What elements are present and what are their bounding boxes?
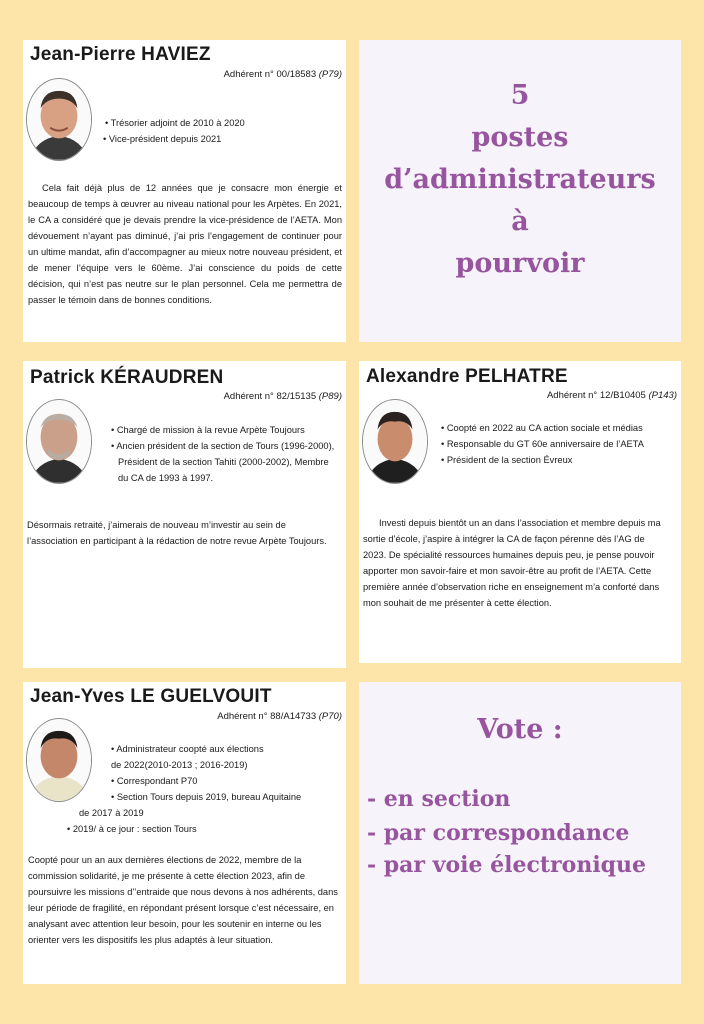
candidate-card-pelhatre	[359, 361, 681, 663]
posts-line: pourvoir	[455, 248, 585, 279]
vote-box	[359, 682, 681, 984]
role-item: • Vice-président depuis 2021	[103, 131, 245, 147]
posts-count: 5	[510, 80, 530, 111]
candidate-name: Jean-Pierre HAVIEZ	[30, 44, 211, 65]
role-item: de 2017 à 2019	[79, 808, 144, 818]
candidate-photo	[26, 78, 92, 161]
role-item: • Administrateur coopté aux élections	[111, 744, 264, 754]
roles-list	[111, 422, 336, 486]
candidate-photo	[362, 399, 428, 484]
role-item: • Chargé de mission à la revue Arpète Toujours	[111, 422, 336, 438]
candidate-card-le-guelvouit	[23, 682, 346, 984]
role-item: • Responsable du GT 60e anniversaire de l’AETA	[441, 436, 644, 452]
posts-line: postes	[471, 122, 569, 153]
posts-line: à	[511, 206, 529, 237]
vote-option: - en section	[367, 786, 511, 812]
posts-announcement	[359, 40, 681, 342]
roles-list	[105, 115, 245, 147]
candidate-statement: Investi depuis bientôt un an dans l’association et membre depuis ma sortie d’école, j’aspire à intégrer la CA de façon pérenne dès l’AG de 2023. De spécialité ressources humaines depuis peu, je pense pouvoir apporter mon savoir-faire et mon savoir-être au profit de l’AETA. Cette première année d’observation riche en enseignement m’a conforté dans mon souhait de me présenter à cette élection.	[363, 518, 661, 608]
roles-list	[23, 741, 343, 837]
role-item: de 2022(2010-2013 ; 2016-2019)	[111, 760, 248, 770]
role-item: • Président de la section Évreux	[441, 452, 644, 468]
role-item: • Ancien président de la section de Tours (1996-2000), Président de la section Tahiti (2000-2002), Membre du CA de 1993 à 1997.	[111, 438, 336, 486]
candidate-statement: Coopté pour un an aux dernières élections de 2022, membre de la commission solidarité, je me présente à cette élection 2023, afin de poursuivre les missions d’’entraide que nous devons à nos adhérents, dans leur période de fragilité, en répondant présent lorsque c’est nécessaire, en analysant avec attention leur besoin, pour les soutenir en interne ou les orienter vers les dispositifs les plus adaptés à leur situation.	[28, 855, 338, 945]
vote-option: - par correspondance	[367, 820, 630, 846]
candidate-name: Patrick KÉRAUDREN	[30, 367, 224, 388]
vote-title: Vote :	[477, 714, 563, 745]
role-item: • 2019/ à ce jour : section Tours	[67, 824, 197, 834]
candidate-statement: Désormais retraité, j’aimerais de nouveau m’investir au sein de l’association en participant à la rédaction de notre revue Arpète Toujours.	[27, 520, 327, 546]
candidate-card-haviez	[23, 40, 346, 342]
role-item: • Section Tours depuis 2019, bureau Aquitaine	[111, 792, 302, 802]
vote-option: - par voie électronique	[367, 852, 647, 878]
role-item: • Coopté en 2022 au CA action sociale et médias	[441, 420, 644, 436]
candidate-photo	[26, 399, 92, 484]
portrait-icon	[27, 400, 91, 483]
role-item: • Correspondant P70	[111, 776, 198, 786]
adherent-number: Adhérent n° 12/B10405 (P143)	[546, 390, 677, 401]
candidate-card-keraudren	[23, 361, 346, 668]
role-item: • Trésorier adjoint de 2010 à 2020	[105, 115, 245, 131]
adherent-number: Adhérent n° 00/18583 (P79)	[223, 69, 342, 80]
candidate-statement: Cela fait déjà plus de 12 années que je consacre mon énergie et beaucoup de temps à œuvrer au niveau national pour les Arpètes. En 2021, le CA a considéré que je devais prendre la vice-présidence de l’AETA. Mon dévouement n’ayant pas diminué, j’ai pris l’engagement de continuer pour un ultime mandat, afin d’accompagner au mieux notre nouveau président, et de mener l’équipe vers le 60ème. J’ai conscience du poids de cette décision, qui n’est pas neutre sur le plan personnel. Cela me permettra de passer le témoin dans de bonnes conditions.	[28, 183, 342, 305]
candidate-name: Alexandre PELHATRE	[366, 366, 568, 387]
posts-line: d’administrateurs	[384, 164, 656, 195]
candidate-name: Jean-Yves LE GUELVOUIT	[30, 686, 272, 707]
portrait-icon	[27, 79, 91, 160]
roles-list	[441, 420, 644, 468]
adherent-number: Adhérent n° 82/15135 (P89)	[223, 391, 342, 402]
adherent-number: Adhérent n° 88/A14733 (P70)	[217, 711, 342, 722]
portrait-icon	[363, 400, 427, 483]
